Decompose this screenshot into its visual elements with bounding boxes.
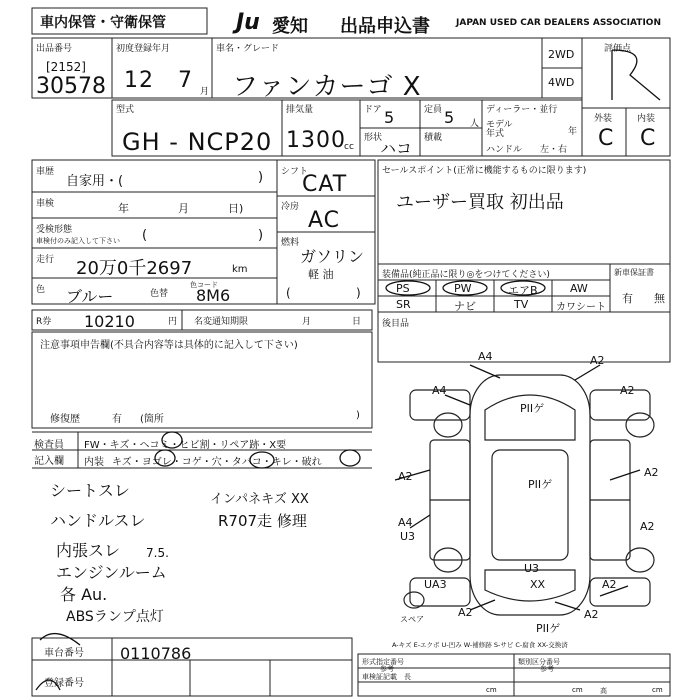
inspector-note-right-2: R707走 修理: [218, 512, 307, 530]
history-close: ): [258, 170, 264, 185]
equip-aw: AW: [570, 282, 588, 295]
org-title: 愛知: [272, 16, 308, 37]
displacement-value: 1300: [286, 128, 346, 153]
capacity-value: 5: [444, 108, 455, 127]
registration-month: 7: [178, 68, 193, 93]
dmg-mark-2: A2: [590, 354, 605, 367]
load-label: 積載: [424, 133, 443, 143]
equip-tv: TV: [514, 298, 529, 311]
car-name-value: ファンカーゴ X: [232, 72, 422, 102]
length-unit: cm: [486, 686, 497, 694]
shape-label: 形状: [364, 133, 383, 143]
color-label: 色: [36, 285, 46, 295]
notice-month: 月: [302, 317, 312, 327]
equipment-label: 装備品(純正品に限り◎をつけてください): [382, 270, 550, 280]
width-unit: cm: [572, 686, 583, 694]
inspector-stamp: 7.5.: [146, 546, 169, 560]
type-designation-label: 形式指定番号: [362, 658, 404, 666]
receipt-close: ): [258, 228, 264, 243]
inspector-note-1: シートスレ: [50, 481, 130, 500]
shaken-month: 月: [178, 202, 189, 215]
shift-label: シフト: [281, 167, 309, 177]
dmg-mark-5: A2: [398, 470, 413, 483]
notice-day: 日: [352, 317, 362, 327]
dmg-mark-6: A2: [644, 466, 659, 479]
year-unit: 年: [568, 127, 578, 137]
displacement-label: 排気量: [286, 105, 314, 115]
inspector-note-6: ABSランプ点灯: [66, 609, 164, 625]
shaken-label: 車検: [36, 199, 55, 209]
registration-year: 12: [124, 68, 154, 93]
warranty-label: 新車保証書: [614, 268, 654, 277]
inspector-row1: FW・キズ・ヘコミ・ヒビ割・リペア跡・X要: [84, 440, 287, 451]
equip-leather: カワシート: [556, 302, 606, 313]
lot-label: 出品番号: [36, 44, 73, 54]
warranty-no: 無: [654, 292, 665, 305]
roof-note: PIIゲ: [520, 402, 545, 415]
inspection-record-label: 車検証記載: [362, 673, 397, 681]
equip-airbag: エアB: [508, 284, 538, 297]
equip-pw: PW: [454, 282, 472, 295]
dmg-mark-15: A2: [584, 608, 599, 621]
rating-label: 評価点: [604, 44, 632, 54]
equip-ps: PS: [396, 282, 410, 295]
model-label: 型式: [116, 105, 135, 115]
inspector-note-2: ハンドルスレ: [50, 511, 146, 530]
history-label: 車歴: [36, 167, 55, 177]
fuel-value: ガソリン: [300, 247, 365, 266]
inspector-row2: キズ・ヨゴレ・コゲ・穴・タバコ・キレ・破れ: [112, 457, 322, 468]
receipt-note: 車検付のみ記入して下さい: [36, 237, 120, 245]
doors-value: 5: [384, 108, 395, 127]
shape-value: ハコ: [380, 139, 413, 158]
fuel-label: 燃料: [281, 238, 300, 248]
rear-items-label: 後目品: [382, 319, 410, 329]
interior-label: 内装: [637, 114, 656, 124]
lot-code: [2152]: [46, 60, 86, 74]
dmg-mark-1: A4: [478, 350, 493, 363]
color-code-value: 8M6: [196, 286, 231, 305]
spare-label: スペア: [400, 615, 424, 624]
exterior-grade: C: [598, 126, 615, 151]
dmg-mark-14: A2: [458, 606, 473, 619]
drive-2wd: 2WD: [548, 48, 575, 61]
notice-label: 名変通知期限: [194, 317, 249, 327]
fuel-open: (: [286, 286, 291, 300]
model-value: GH - NCP20: [122, 128, 273, 156]
inspector-note-right-1: インパネキズ XX: [210, 492, 309, 507]
dmg-mark-3: A4: [432, 384, 447, 397]
recycle-label: R券: [36, 317, 52, 327]
handle-label: ハンドル: [486, 145, 523, 155]
chassis-label: 車台番号: [44, 648, 84, 659]
capacity-unit: 人: [470, 119, 480, 129]
car-name-label: 車名・グレード: [216, 44, 280, 54]
registration-month-unit: 月: [200, 87, 210, 97]
receipt-label: 受検形態: [36, 225, 73, 235]
dmg-mark-12: A2: [602, 578, 617, 591]
aircon-value: AC: [308, 208, 341, 233]
length-label: 長: [404, 673, 411, 681]
ju-logo: Ju: [236, 10, 260, 35]
repair-label: 修復歴: [50, 414, 80, 425]
storage-label: 車内保管・守衛保管: [40, 15, 166, 31]
chassis-value: 0110786: [120, 644, 192, 663]
dmg-mark-4: A2: [620, 384, 635, 397]
dmg-mark-7: A4: [398, 516, 413, 529]
color-change-label: 色替: [150, 289, 169, 299]
fuel-option: 軽 油: [308, 268, 334, 281]
dmg-mark-8: U3: [400, 530, 416, 543]
notes-label: 注意事項申告欄(不具合内容等は具体的に記入して下さい): [40, 340, 298, 351]
doors-label: ドア: [364, 105, 382, 115]
recycle-value: 10210: [84, 312, 135, 331]
height-unit: cm: [652, 686, 663, 694]
class-number-label: 類別区分番号: [518, 658, 560, 666]
color-code-label: 色コード: [190, 281, 218, 289]
height-label: 高: [600, 687, 607, 695]
sales-point-label: セールスポイント(正常に機能するものに限ります): [382, 166, 587, 176]
mileage-label: 走行: [36, 255, 55, 265]
lot-number: 30578: [36, 74, 106, 99]
drive-4wd: 4WD: [548, 76, 575, 89]
sheet-title: 出品申込書: [340, 16, 430, 37]
mileage-value: 20万0千2697: [76, 258, 193, 279]
model-year-label-2: 年式: [486, 129, 505, 139]
dmg-mark-11: XX: [530, 578, 546, 591]
equip-sr: SR: [396, 298, 411, 311]
ref-label: 参考: [380, 665, 394, 673]
shift-value: CAT: [302, 172, 348, 197]
color-value: ブルー: [66, 287, 114, 306]
inspector-note-3: 内張スレ: [56, 541, 121, 560]
roof-note-2: PIIゲ: [528, 478, 553, 491]
inspector-row2-head: 内装: [84, 457, 104, 468]
damage-legend: A-キズ E-エクボ U-凹み W-補修跡 S-サビ C-腐食 XX-交換済: [392, 641, 568, 649]
handle-options: 左・右: [540, 145, 568, 155]
fuel-close: ): [356, 286, 361, 300]
mileage-unit: km: [232, 264, 248, 275]
dmg-mark-13: UA3: [424, 578, 447, 591]
reg-label: 登録番号: [44, 678, 84, 689]
bumper-note: PIIゲ: [536, 622, 561, 635]
shaken-day: 日): [228, 202, 244, 215]
inspector-label: 検査員: [34, 440, 64, 451]
model-year-label: モデル: [486, 120, 513, 130]
repair-value: 有: [112, 414, 122, 425]
registration-label: 初度登録年月: [116, 44, 171, 54]
shaken-year: 年: [118, 202, 129, 215]
interior-grade: C: [640, 126, 657, 151]
capacity-label: 定員: [424, 105, 443, 115]
ref-label-2: 参考: [540, 665, 554, 673]
dmg-mark-9: A2: [640, 520, 655, 533]
repair-close: ): [356, 410, 360, 421]
displacement-unit: cc: [344, 142, 354, 152]
aircon-label: 冷房: [281, 202, 300, 212]
inspector-note-5: 各 Au.: [60, 585, 108, 604]
recycle-unit: 円: [168, 317, 178, 327]
warranty-yes: 有: [622, 292, 633, 305]
dealer-label: ディーラー・並行: [486, 105, 558, 115]
receipt-open: (: [142, 228, 148, 243]
sales-point-text: ユーザー買取 初出品: [396, 192, 564, 213]
inspector-label-2: 記入欄: [34, 456, 64, 467]
equip-navi: ナビ: [454, 300, 476, 313]
dmg-mark-10: U3: [524, 562, 540, 575]
inspector-note-4: エンジンルーム: [56, 563, 167, 582]
repair-where: (箇所: [140, 414, 164, 425]
history-value: 自家用・(: [66, 174, 124, 189]
exterior-label: 外装: [594, 114, 613, 124]
assoc-en: JAPAN USED CAR DEALERS ASSOCIATION: [456, 18, 661, 28]
